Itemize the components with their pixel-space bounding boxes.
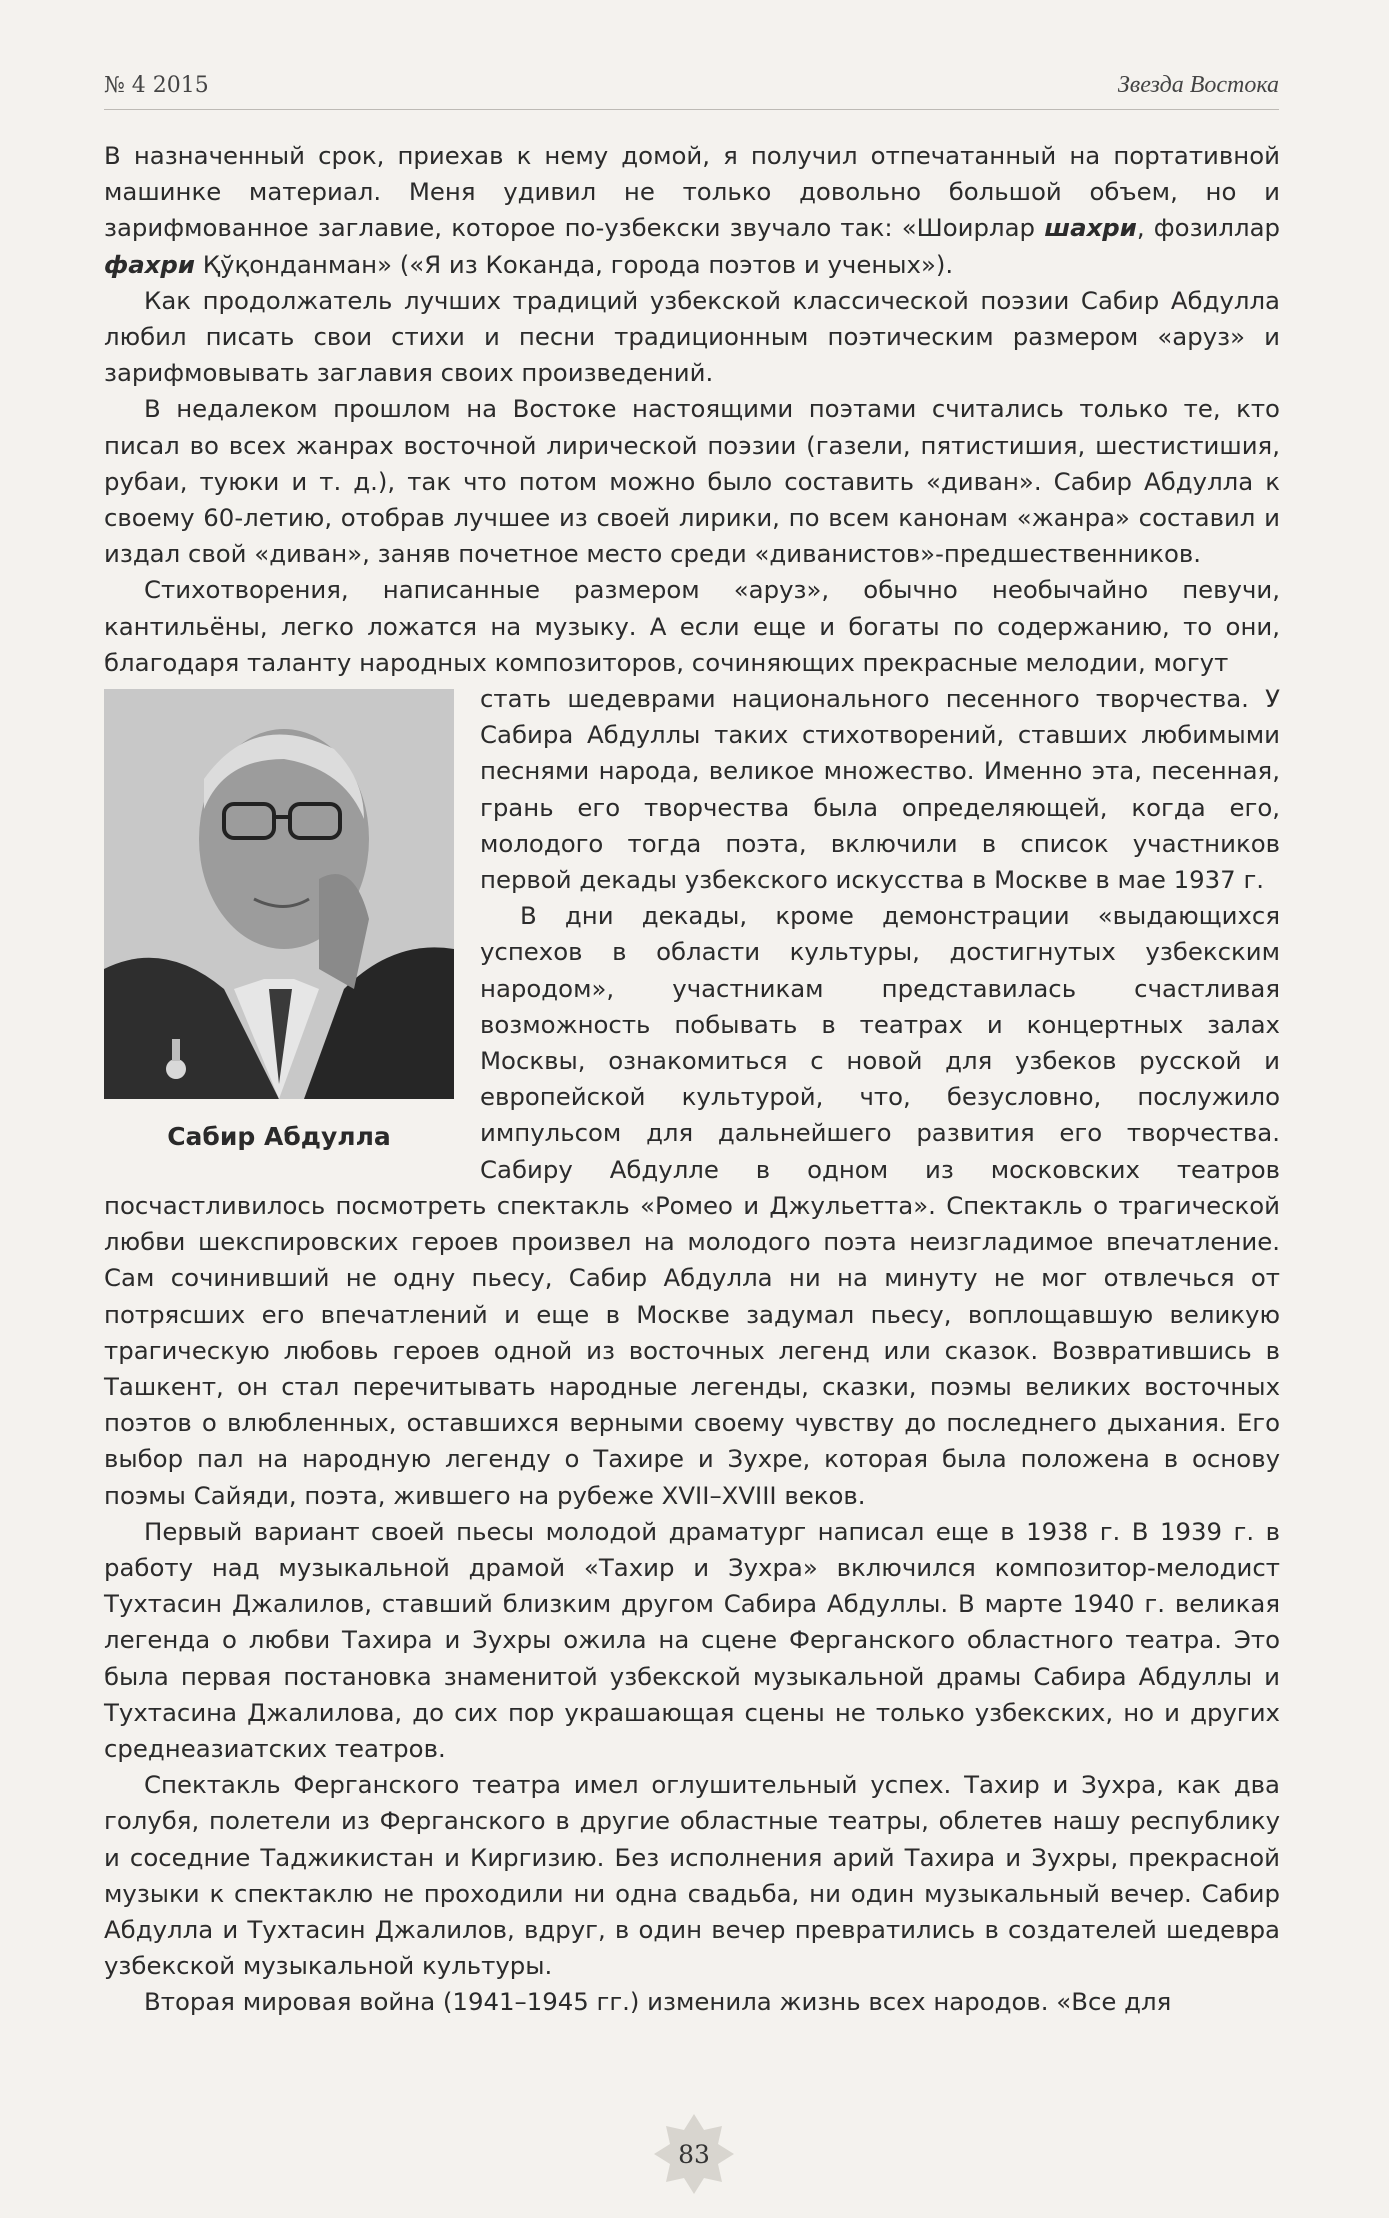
issue-label: № 4 2015 bbox=[104, 73, 209, 98]
paragraph: стать шедеврами национального песенного творчества. У Сабира Абдуллы таких стихотворений, ставших любимыми песнями народа, великое множество. Именно эта, песенная, грань его творчества была определяющей, когда его, молодого тогда поэта, включили в список участников первой декады узбекского искусства в Москве в мае 1937 г. bbox=[480, 684, 1280, 895]
running-header bbox=[104, 72, 1279, 110]
portrait-caption: Сабир Абдулла bbox=[167, 1122, 391, 1152]
portrait-photo bbox=[104, 689, 454, 1099]
paragraph: Как продолжатель лучших традиций узбекской классической поэзии Сабир Абдулла любил писать свои стихи и песни традиционным поэтическим размером «аруз» и зарифмовывать заглавия своих произведений. bbox=[104, 285, 1280, 388]
article-body bbox=[104, 138, 1280, 2021]
paragraph: Стихотворения, написанные размером «аруз», обычно необычайно певучи, кантильёны, легко ложатся на музыку. А если еще и богаты по содержанию, то они, благодаря таланту народных композиторов, сочиняющих прекрасные мелодии, могут bbox=[104, 575, 1280, 677]
page-number-badge bbox=[652, 2112, 736, 2196]
paragraph: Первый вариант своей пьесы молодой драматург написал еще в 1938 г. В 1939 г. в работу над музыкальной драмой «Тахир и Зухра» включился композитор-мелодист Тухтасин Джалилов, ставший близким другом Сабира Абдуллы. В марте 1940 г. великая легенда о любви Тахира и Зухры ожила на сцене Ферганского областного театра. Это была первая постановка знаменитой узбекской музыкальной драмы Сабира Абдуллы и Тухтасина Джалилова, до сих пор украшающая сцены не только узбекских, но и других среднеазиатских театров. bbox=[104, 1516, 1280, 1763]
paragraph: Вторая мировая война (1941–1945 гг.) изменила жизнь всех народов. «Все для bbox=[144, 1987, 1172, 2017]
page-number: 83 bbox=[678, 2139, 710, 2169]
portrait-figure bbox=[104, 689, 454, 1155]
paragraphs-before-figure bbox=[104, 138, 1280, 681]
paragraph: В недалеком прошлом на Востоке настоящими поэтами считались только те, кто писал во всех жанрах восточной лирической поэзии (газели, пятистишия, шестистишия, рубаи, туюки и т. д.), так что потом можно было составить «диван». Сабир Абдулла к своему 60-летию, отобрав лучшее из своей лирики, по всем канонам «жанра» составил и издал свой «диван», заняв почетное место среди «диванистов»-предшественников. bbox=[104, 394, 1280, 569]
paragraph: В назначенный срок, приехав к нему домой, я получил отпечатанный на портативной машинке материал. Меня удивил не только довольно большой объем, но и зарифмованное заглавие, которое по-узбекски звучало так: «Шоирлар шахри, фозиллар фахри Қўқонданман» («Я из Коканда, города поэтов и ученых»). bbox=[104, 141, 1281, 279]
paragraph: В дни декады, кроме демонстрации «выдающихся успехов в области культуры, достигнутых узбекским народом», участникам представилась счастливая возможность побывать в театрах и концертных залах Москвы, ознакомиться с новой для узбеков русской и европейской культурой, что, безусловно, послужило импульсом для дальнейшего развития его творчества. Сабиру Абдулле в одном из московских театров посчастливилось посмотреть спектакль «Ромео и Джульетта». Спектакль о трагической любви шекспировских героев произвел на молодого поэта неизгладимое впечатление. Сам сочинивший не одну пьесу, Сабир Абдулла ни на минуту не мог отвлечься от потрясших его впечатлений и еще в Москве задумал пьесу, воплощавшую великую трагическую любовь героев одной из восточных легенд или сказок. Возвратившись в Ташкент, он стал перечитывать народные легенды, сказки, поэмы великих восточных поэтов о влюбленных, оставшихся верными своему чувству до последнего дыхания. Его выбор пал на народную легенду о Тахире и Зухре, которая была положена в основу поэмы Сайяди, поэта, жившего на рубеже XVII–XVIII веков. bbox=[104, 901, 1280, 1510]
paragraph: Спектакль Ферганского театра имел оглушительный успех. Тахир и Зухра, как два голубя, полетели из Ферганского в другие областные театры, облетев нашу республику и соседние Таджикистан и Киргизию. Без исполнения арий Тахира и Зухры, прекрасной музыки к спектаклю не проходили ни одна свадьба, ни один музыкальный вечер. Сабир Абдулла и Тухтасин Джалилов, вдруг, в один вечер превратились в создателей шедевра узбекской музыкальной культуры. bbox=[104, 1770, 1280, 1981]
magazine-title: Звезда Востока bbox=[1117, 72, 1279, 98]
